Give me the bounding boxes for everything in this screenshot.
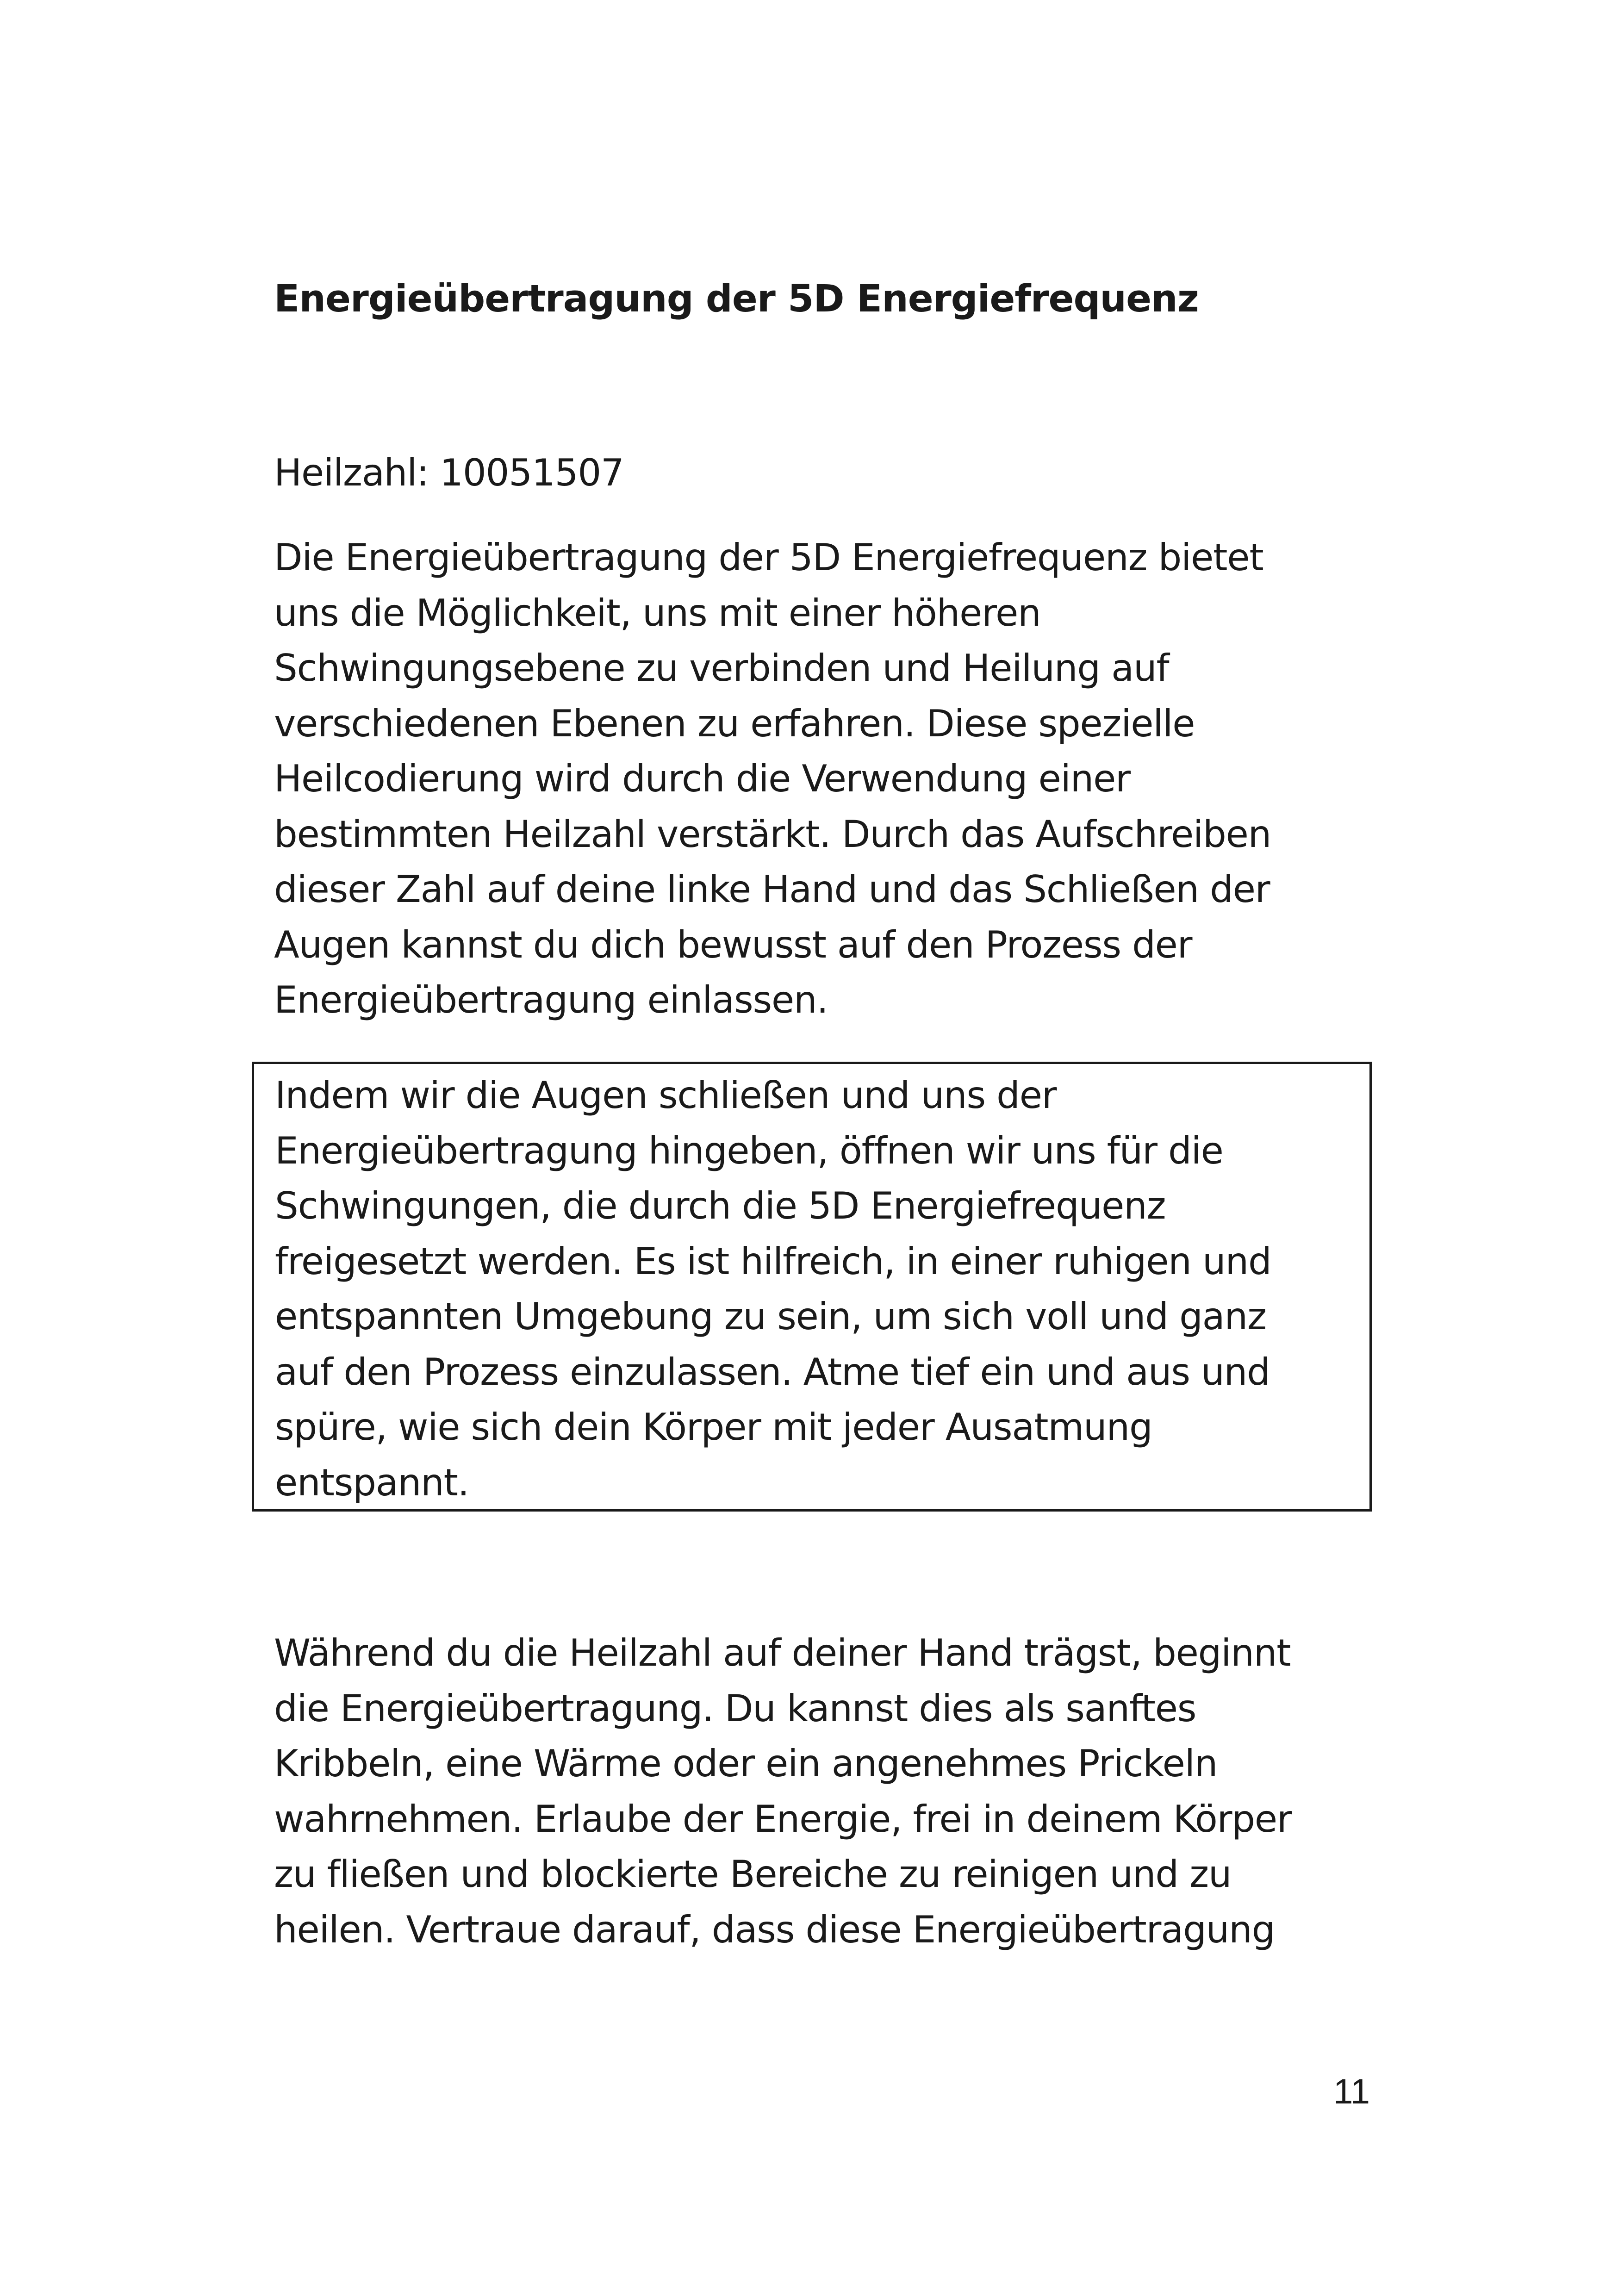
paragraph-line: Schwingungen, die durch die 5D Energiefrequenz [275, 1184, 1166, 1227]
paragraph-line: zu fließen und blockierte Bereiche zu reinigen und zu [274, 1853, 1232, 1896]
closing-paragraph [274, 1625, 1385, 1957]
paragraph-line: entspannten Umgebung zu sein, um sich voll und ganz [275, 1295, 1266, 1338]
paragraph-line: dieser Zahl auf deine linke Hand und das Schließen der [274, 868, 1270, 911]
paragraph-line: die Energieübertragung. Du kannst dies als sanftes [274, 1686, 1196, 1730]
heilzahl-line: Heilzahl: 10051507 [274, 451, 624, 494]
paragraph-line: Energieübertragung einlassen. [274, 978, 828, 1021]
boxed-paragraph-frame [252, 1062, 1372, 1512]
paragraph-line: verschiedenen Ebenen zu erfahren. Diese spezielle [274, 702, 1195, 745]
paragraph-line: Augen kannst du dich bewusst auf den Prozess der [274, 923, 1192, 966]
paragraph-line: Schwingungsebene zu verbinden und Heilung auf [274, 647, 1169, 690]
paragraph-line: entspannt. [275, 1461, 469, 1504]
paragraph-line: heilen. Vertraue darauf, dass diese Energieübertragung [274, 1908, 1275, 1951]
paragraph-line: freigesetzt werden. Es ist hilfreich, in einer ruhigen und [275, 1239, 1271, 1283]
section-heading: Energieübertragung der 5D Energiefrequenz [274, 277, 1199, 321]
paragraph-line: wahrnehmen. Erlaube der Energie, frei in deinem Körper [274, 1797, 1292, 1841]
paragraph-line: Die Energieübertragung der 5D Energiefrequenz bietet [274, 536, 1263, 579]
page-number: 11 [1333, 2072, 1370, 2111]
paragraph-line: Energieübertragung hingeben, öffnen wir uns für die [275, 1129, 1223, 1172]
paragraph-line: spüre, wie sich dein Körper mit jeder Ausatmung [275, 1406, 1152, 1449]
boxed-paragraph [275, 1068, 1367, 1510]
paragraph-line: Heilcodierung wird durch die Verwendung einer [274, 757, 1130, 800]
intro-paragraph [274, 530, 1385, 1028]
paragraph-line: uns die Möglichkeit, uns mit einer höheren [274, 591, 1041, 635]
paragraph-line: Kribbeln, eine Wärme oder ein angenehmes Prickeln [274, 1742, 1218, 1785]
paragraph-line: bestimmten Heilzahl verstärkt. Durch das Aufschreiben [274, 812, 1271, 856]
paragraph-line: Indem wir die Augen schließen und uns der [275, 1074, 1057, 1117]
paragraph-line: Während du die Heilzahl auf deiner Hand trägst, beginnt [274, 1631, 1291, 1674]
paragraph-line: auf den Prozess einzulassen. Atme tief ein und aus und [275, 1350, 1270, 1394]
